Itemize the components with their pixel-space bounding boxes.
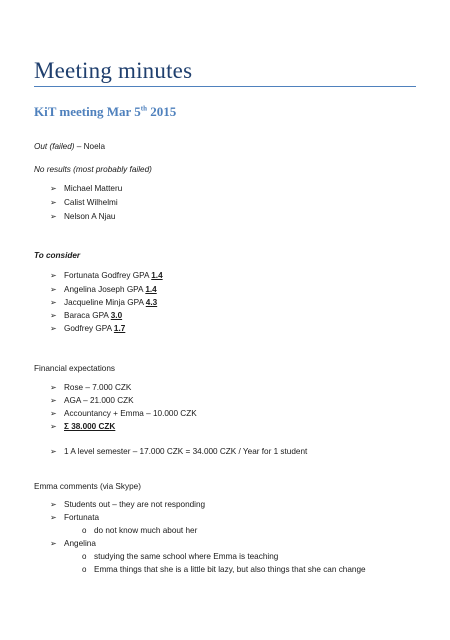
candidate-item [64,310,122,321]
arrow-bullet-icon: ➢ [50,212,57,221]
financial-heading: Financial expectations [34,364,116,373]
candidate-gpa: 1.4 [151,271,163,280]
candidate-name: Baraca GPA [64,311,111,320]
comment-subitem: Emma things that she is a little bit lazy, but also things that she can change [94,565,366,574]
no-results-item: Michael Matteru [64,184,123,193]
circle-bullet-icon: o [82,552,87,561]
arrow-bullet-icon: ➢ [50,396,57,405]
comment-item: Fortunata [64,513,100,522]
arrow-bullet-icon: ➢ [50,422,57,431]
candidate-item [64,323,125,334]
meeting-subtitle [34,104,176,120]
candidate-item [64,284,157,295]
arrow-bullet-icon: ➢ [50,383,57,392]
expense-item: AGA – 21.000 CZK [64,396,134,405]
page-title: Meeting minutes [34,58,193,83]
no-results-item: Nelson A Njau [64,212,116,221]
subtitle-ordinal: th [140,104,147,113]
candidate-gpa: 3.0 [110,311,123,320]
tuition-note: 1 A level semester – 17.000 CZK = 34.000 CZK / Year for 1 student [64,447,308,456]
arrow-bullet-icon: ➢ [50,298,57,307]
arrow-bullet-icon: ➢ [50,324,57,333]
comment-subitem: studying the same school where Emma is teaching [94,552,279,561]
comment-item: Students out – they are not responding [64,500,206,509]
out-line [34,141,105,152]
expense-total: Σ 38.000 CZK [64,422,116,431]
subtitle-year: 2015 [147,104,177,119]
out-name: – Noela [74,142,105,151]
no-results-item: Calist Wilhelmi [64,198,118,207]
arrow-bullet-icon: ➢ [50,539,57,548]
candidate-name: Godfrey GPA [64,324,114,333]
arrow-bullet-icon: ➢ [50,409,57,418]
arrow-bullet-icon: ➢ [50,447,57,456]
candidate-gpa: 1.4 [145,285,157,294]
candidate-name: Jacqueline Minja GPA [64,298,146,307]
comment-subitem: do not know much about her [94,526,198,535]
out-label: Out (failed) [34,142,75,151]
candidate-gpa: 1.7 [113,324,126,333]
arrow-bullet-icon: ➢ [50,198,57,207]
candidate-name: Fortunata Godfrey GPA [64,271,152,280]
arrow-bullet-icon: ➢ [50,271,57,280]
arrow-bullet-icon: ➢ [50,184,57,193]
circle-bullet-icon: o [82,565,87,574]
arrow-bullet-icon: ➢ [50,500,57,509]
candidate-item [64,270,163,281]
candidate-item [64,297,157,308]
expense-item: Rose – 7.000 CZK [64,383,132,392]
title-underline [34,86,416,87]
to-consider-heading: To consider [34,251,81,260]
circle-bullet-icon: o [82,526,87,535]
no-results-label: No results (most probably failed) [34,165,152,174]
candidate-name: Angelina Joseph GPA [64,285,146,294]
arrow-bullet-icon: ➢ [50,285,57,294]
arrow-bullet-icon: ➢ [50,513,57,522]
arrow-bullet-icon: ➢ [50,311,57,320]
candidate-gpa: 4.3 [145,298,158,307]
emma-heading: Emma comments (via Skype) [34,482,141,491]
comment-item: Angelina [64,539,96,548]
expense-item: Accountancy + Emma – 10.000 CZK [64,409,197,418]
subtitle-text: KiT meeting Mar 5 [34,104,141,119]
